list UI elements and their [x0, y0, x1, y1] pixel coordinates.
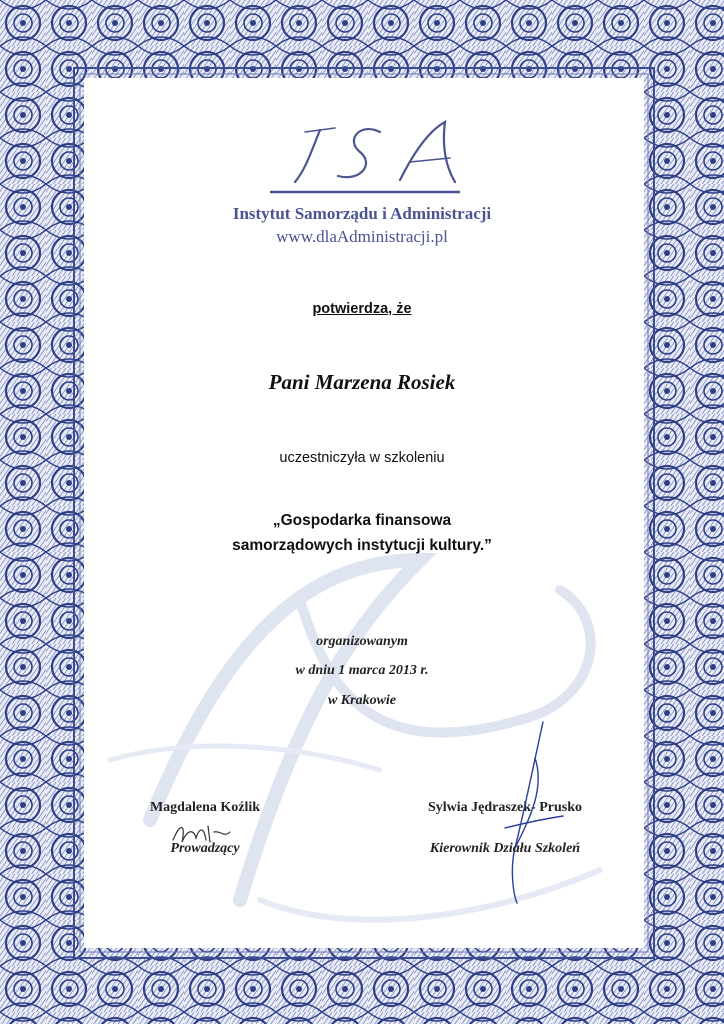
course-title-line2: samorządowych instytucji kultury.”	[232, 537, 492, 554]
right-signatory-name: Sylwia Jędraszek- Prusko	[428, 800, 582, 815]
right-signature	[495, 718, 565, 908]
institution-name: Instytut Samorządu i Administracji	[232, 204, 492, 223]
organized-text: organizowanym	[316, 634, 408, 649]
left-signatory-role: Prowadzący	[170, 841, 240, 856]
participated-text: uczestniczyła w szkoleniu	[279, 450, 445, 466]
right-signatory-role: Kierownik Działu Szkoleń	[429, 841, 581, 856]
course-title-line1: „Gospodarka finansowa	[272, 512, 452, 529]
recipient-name: Pani Marzena Rosiek	[268, 370, 456, 394]
event-date: w dniu 1 marca 2013 r.	[295, 663, 429, 678]
event-place: w Krakowie	[327, 693, 397, 708]
confirms-text: potwierdza, że	[312, 301, 412, 317]
institution-website: www.dlaAdministracji.pl	[276, 227, 448, 246]
isa-logo	[250, 110, 470, 200]
left-signatory-name: Magdalena Koźlik	[149, 800, 261, 815]
